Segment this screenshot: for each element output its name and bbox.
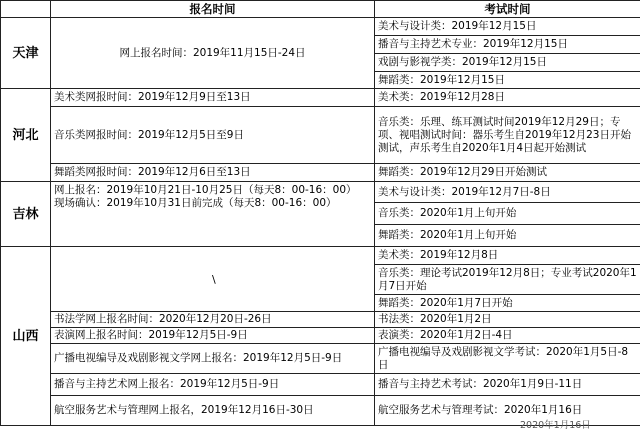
shanxi-signup-aviation: 航空服务艺术与管理网上报名，2019年12月16日-30日 bbox=[51, 396, 375, 426]
hebei-signup-art: 美术类网报时间：2019年12月9日至13日 bbox=[51, 89, 375, 107]
header-signup: 报名时间 bbox=[51, 1, 375, 18]
jilin-exam-dance: 舞蹈类：2020年1月上旬开始 bbox=[375, 225, 640, 247]
hebei-exam-art: 美术类：2019年12月28日 bbox=[375, 89, 640, 107]
shanxi-exam-broadcast-directing: 广播电视编导及戏剧影视文学考试：2020年1月5日-8日 bbox=[375, 344, 640, 374]
shanxi-exam-aviation: 航空服务艺术与管理考试：2020年1月16日 bbox=[375, 396, 640, 426]
shanxi-row bbox=[1, 247, 640, 265]
shanxi-exam-announcing: 播音与主持艺术考试：2020年1月9日-11日 bbox=[375, 374, 640, 396]
tianjin-signup: 网上报名时间：2019年11月15日-24日 bbox=[51, 18, 375, 89]
tianjin-exam-broadcast: 播音与主持艺术专业：2019年12月15日 bbox=[375, 36, 640, 54]
header-province bbox=[1, 1, 51, 18]
province-hebei: 河北 bbox=[1, 89, 51, 182]
hebei-exam-music: 音乐类：乐理、练耳测试时间2019年12月29日；专项、视唱测试时间：器乐考生自2019年12月23日开始测试，声乐考生自2020年1月4日起开始测试 bbox=[375, 107, 640, 164]
shanxi-signup-announcing: 播音与主持艺术网上报名：2019年12月5日-9日 bbox=[51, 374, 375, 396]
shanxi-exam-calligraphy: 书法类：2020年1月2日 bbox=[375, 312, 640, 328]
shanxi-exam-music: 音乐类：理论考试2019年12月8日；专业考试2020年1月7日开始 bbox=[375, 265, 640, 295]
province-jilin: 吉林 bbox=[1, 182, 51, 247]
tianjin-row bbox=[1, 18, 640, 36]
jilin-signup bbox=[51, 182, 375, 247]
shanxi-signup-performance: 表演网上报名时间：2019年12月5日-9日 bbox=[51, 328, 375, 344]
shanxi-signup-calligraphy: 书法学网上报名时间：2020年12月20日-26日 bbox=[51, 312, 375, 328]
watermark: 2020年1月16日 bbox=[520, 420, 591, 431]
province-shanxi: 山西 bbox=[1, 247, 51, 426]
hebei-exam-dance: 舞蹈类：2019年12月29日开始测试 bbox=[375, 164, 640, 182]
shanxi-exam-art: 美术类：2019年12月8日 bbox=[375, 247, 640, 265]
jilin-signup-onsite: 现场确认：2019年10月31日前完成（每天8：00-16：00） bbox=[54, 197, 337, 209]
stray-mark: \ bbox=[212, 273, 216, 286]
tianjin-exam-dance: 舞蹈类：2019年12月15日 bbox=[375, 72, 640, 89]
header-exam: 考试时间 bbox=[375, 1, 640, 18]
jilin-exam-art: 美术与设计类：2019年12月7日-8日 bbox=[375, 182, 640, 203]
jilin-row bbox=[1, 182, 640, 203]
header-row bbox=[1, 1, 640, 18]
tianjin-exam-art: 美术与设计类：2019年12月15日 bbox=[375, 18, 640, 36]
shanxi-signup-broadcast-directing: 广播电视编导及戏剧影视文学网上报名：2019年12月5日-9日 bbox=[51, 344, 375, 374]
hebei-signup-dance: 舞蹈类网报时间：2019年12月6日至13日 bbox=[51, 164, 375, 182]
shanxi-exam-performance: 表演类：2020年1月2日-4日 bbox=[375, 328, 640, 344]
hebei-row bbox=[1, 89, 640, 107]
shanxi-exam-dance: 舞蹈类：2020年1月7日开始 bbox=[375, 295, 640, 312]
province-tianjin: 天津 bbox=[1, 18, 51, 89]
jilin-signup-online: 网上报名：2019年10月21日-10月25日（每天8：00-16：00） bbox=[54, 184, 357, 196]
tianjin-exam-drama: 戏剧与影视学类：2019年12月15日 bbox=[375, 54, 640, 72]
hebei-signup-music: 音乐类网报时间：2019年12月5日至9日 bbox=[51, 107, 375, 164]
jilin-exam-music: 音乐类：2020年1月上旬开始 bbox=[375, 203, 640, 225]
